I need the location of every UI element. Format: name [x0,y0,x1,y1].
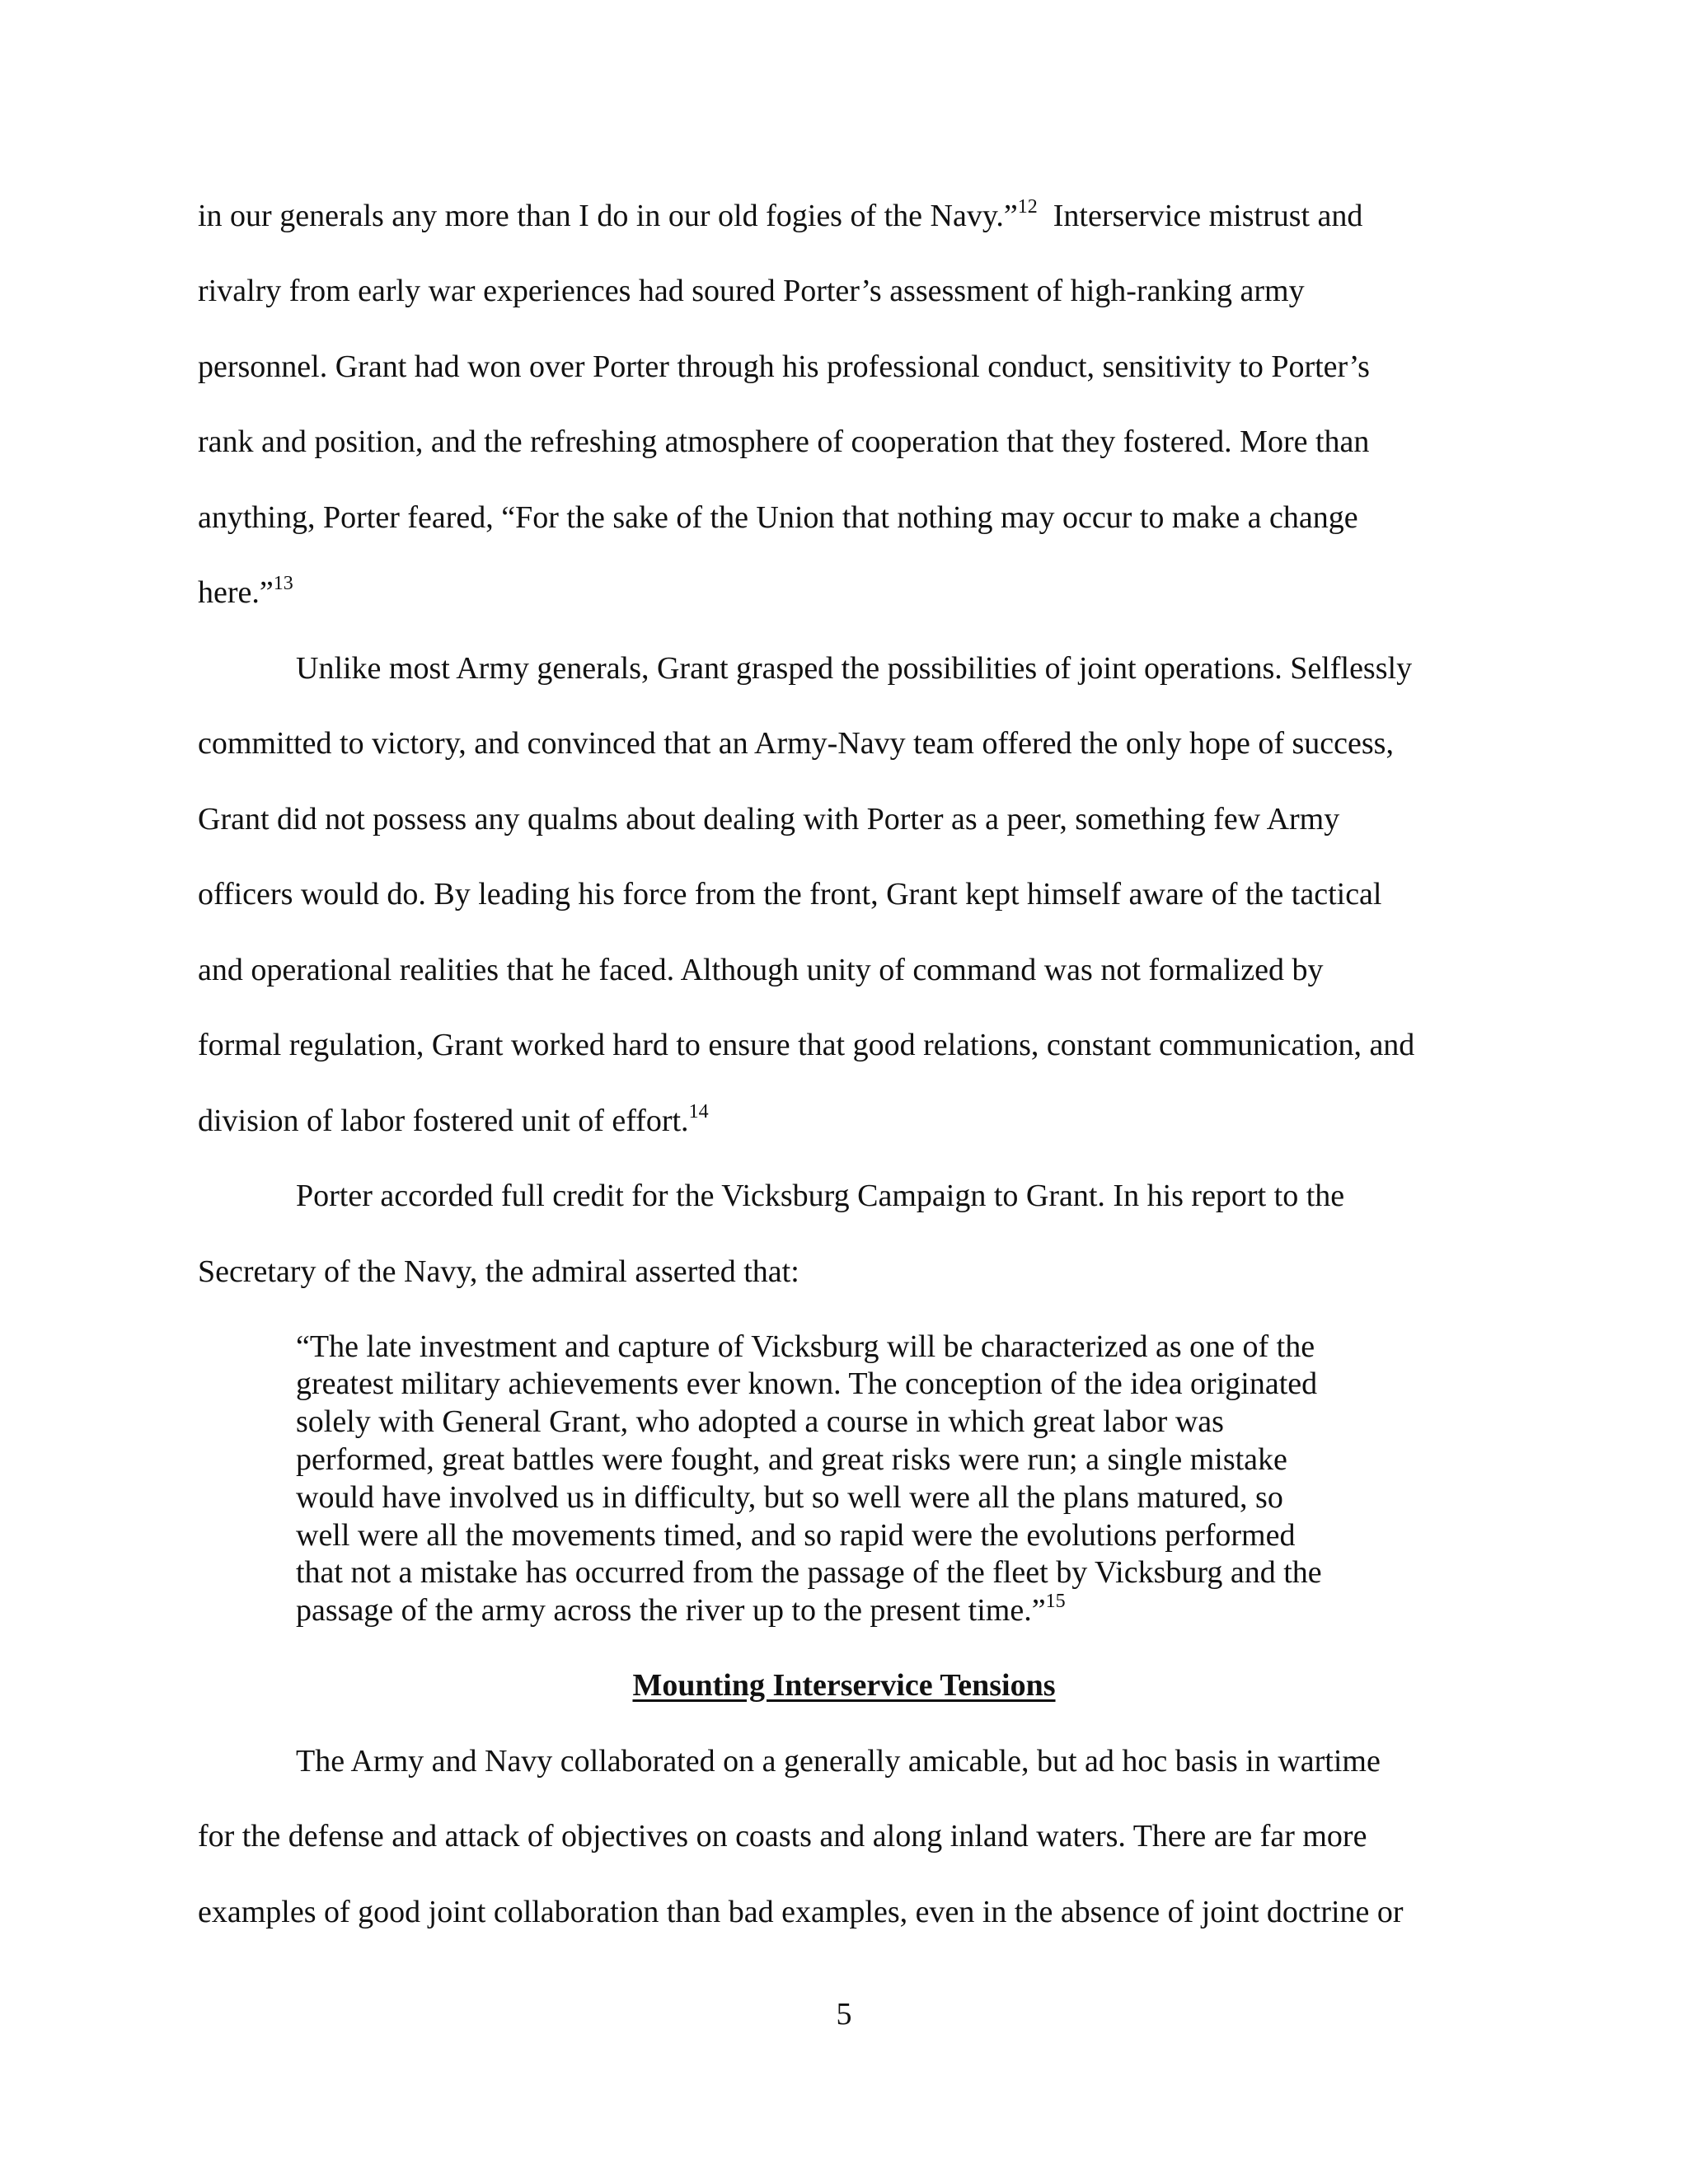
section-heading: Mounting Interservice Tensions [632,1668,1056,1703]
paragraph-line: Porter accorded full credit for the Vicksburg Campaign to Grant. In his report to the [296,1179,1345,1213]
text-run: division of labor fostered unit of effort. [198,1104,689,1138]
paragraph-line: Grant did not possess any qualms about dealing with Porter as a peer, something few Army [198,802,1340,837]
quote-line: well were all the movements timed, and so rapid were the evolutions performed [296,1518,1296,1553]
quote-line: would have involved us in difficulty, but so well were all the plans matured, so [296,1480,1283,1515]
paragraph-line [198,1103,709,1139]
paragraph-line: for the defense and attack of objectives on coasts and along inland waters. There are far more [198,1819,1367,1854]
paragraph-line: Unlike most Army generals, Grant grasped the possibilities of joint operations. Selflessly [296,651,1413,686]
quote-line: greatest military achievements ever known. The conception of the idea originated [296,1366,1318,1401]
paragraph-line [198,198,1362,234]
paragraph-line: The Army and Navy collaborated on a generally amicable, but ad hoc basis in wartime [296,1744,1381,1779]
footnote-ref-13[interactable]: 13 [273,573,293,594]
paragraph-line: Secretary of the Navy, the admiral asserted that: [198,1254,799,1289]
paragraph-line [198,574,293,611]
paragraph-line: anything, Porter feared, “For the sake of the Union that nothing may occur to make a change [198,500,1358,535]
footnote-ref-14[interactable]: 14 [688,1101,709,1122]
paragraph-line: officers would do. By leading his force from the front, Grant kept himself aware of the tactical [198,877,1382,912]
text-run: here.” [198,575,274,610]
quote-line: performed, great battles were fought, and great risks were run; a single mistake [296,1442,1287,1477]
paragraph-line: committed to victory, and convinced that an Army-Navy team offered the only hope of success, [198,726,1394,761]
quote-line: solely with General Grant, who adopted a course in which great labor was [296,1404,1224,1439]
page-number: 5 [836,1997,852,2032]
paragraph-line: rivalry from early war experiences had soured Porter’s assessment of high-ranking army [198,274,1305,308]
text-run: Interservice mistrust and [1037,199,1363,233]
quote-line [296,1592,1066,1629]
quote-line: that not a mistake has occurred from the passage of the fleet by Vicksburg and the [296,1555,1322,1590]
paragraph-line: rank and position, and the refreshing atmosphere of cooperation that they fostered. More than [198,424,1370,459]
paragraph-line: formal regulation, Grant worked hard to ensure that good relations, constant communication, and [198,1028,1415,1062]
footnote-ref-15[interactable]: 15 [1045,1591,1066,1612]
text-run: in our generals any more than I do in our old fogies of the Navy.” [198,199,1018,233]
text-run: passage of the army across the river up to the present time.” [296,1593,1046,1628]
paragraph-line: and operational realities that he faced. Although unity of command was not formalized by [198,953,1324,987]
paragraph-line: personnel. Grant had won over Porter through his professional conduct, sensitivity to Porter’s [198,349,1370,384]
quote-line: “The late investment and capture of Vicksburg will be characterized as one of the [296,1329,1315,1364]
paragraph-line: examples of good joint collaboration than bad examples, even in the absence of joint doctrine or [198,1895,1404,1929]
footnote-ref-12[interactable]: 12 [1017,196,1038,218]
